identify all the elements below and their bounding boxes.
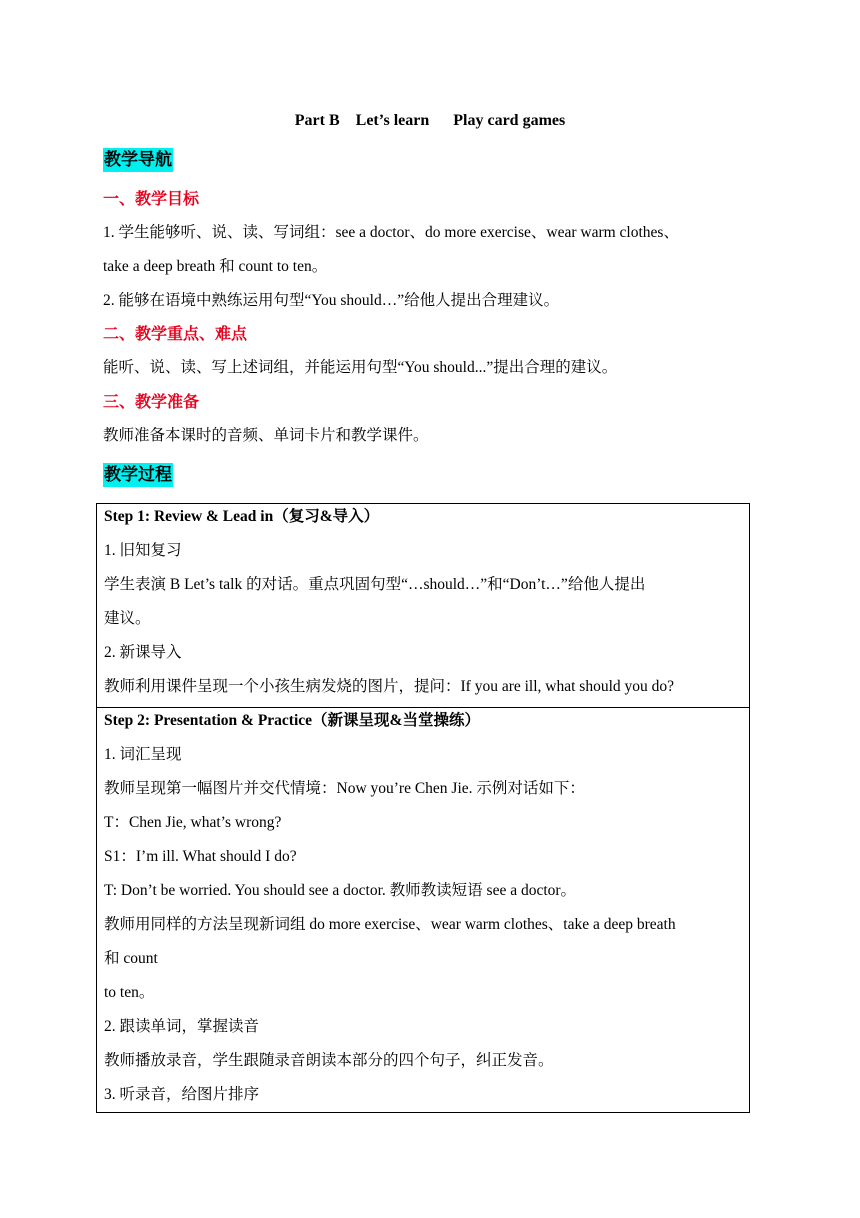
step2-line: 2. 跟读单词，掌握读音: [104, 1018, 260, 1035]
objectives-heading: 一、教学目标: [103, 189, 200, 208]
preparation-line: 教师准备本课时的音频、单词卡片和教学课件。: [103, 427, 429, 444]
process-section-label: 教学过程: [104, 465, 172, 485]
step1-line: 教师利用课件呈现一个小孩生病发烧的图片，提问：If you are ill, what should you do?: [104, 678, 675, 695]
step1-line: 2. 新课导入: [104, 644, 182, 661]
step2-line: 和 count: [104, 950, 158, 967]
step1-line: 1. 旧知复习: [104, 542, 182, 559]
step2-line: 教师用同样的方法呈现新词组 do more exercise、wear warm clothes、take a deep breath: [104, 916, 676, 933]
step1-line: 学生表演 B Let’s talk 的对话。重点巩固句型“…should…”和“Don’t…”给他人提出: [104, 576, 646, 593]
step2-line: T: Don’t be worried. You should see a doctor. 教师教读短语 see a doctor。: [104, 882, 577, 899]
step1-line: 建议。: [104, 610, 151, 627]
objectives-line: 2. 能够在语境中熟练运用句型“You should…”给他人提出合理建议。: [103, 292, 560, 309]
step2-line: to ten。: [104, 984, 155, 1001]
key-points-heading: 二、教学重点、难点: [103, 324, 248, 343]
process-table: [96, 503, 750, 1113]
step2-heading: Step 2: Presentation & Practice（新课呈现&当堂操练）: [104, 712, 480, 729]
step2-line: 教师呈现第一幅图片并交代情境：Now you’re Chen Jie. 示例对话如下：: [104, 780, 585, 797]
page-title: Part B Let’s learn Play card games: [294, 112, 566, 129]
step2-line: 1. 词汇呈现: [104, 746, 182, 763]
preparation-heading: 三、教学准备: [103, 392, 200, 411]
key-points-line: 能听、说、读、写上述词组，并能运用句型“You should...”提出合理的建议。: [103, 359, 618, 376]
step2-line: S1：I’m ill. What should I do?: [104, 848, 297, 865]
objectives-line: 1. 学生能够听、说、读、写词组：see a doctor、do more exercise、wear warm clothes、: [103, 224, 679, 241]
nav-section-label: 教学导航: [104, 150, 172, 170]
step1-heading: Step 1: Review & Lead in（复习&导入）: [104, 508, 380, 525]
step2-line: 3. 听录音，给图片排序: [104, 1086, 260, 1103]
step2-line: T：Chen Jie, what’s wrong?: [104, 814, 282, 831]
objectives-line: take a deep breath 和 count to ten。: [103, 258, 328, 275]
step2-line: 教师播放录音，学生跟随录音朗读本部分的四个句子，纠正发音。: [104, 1052, 554, 1069]
table-row-divider: [97, 707, 749, 708]
